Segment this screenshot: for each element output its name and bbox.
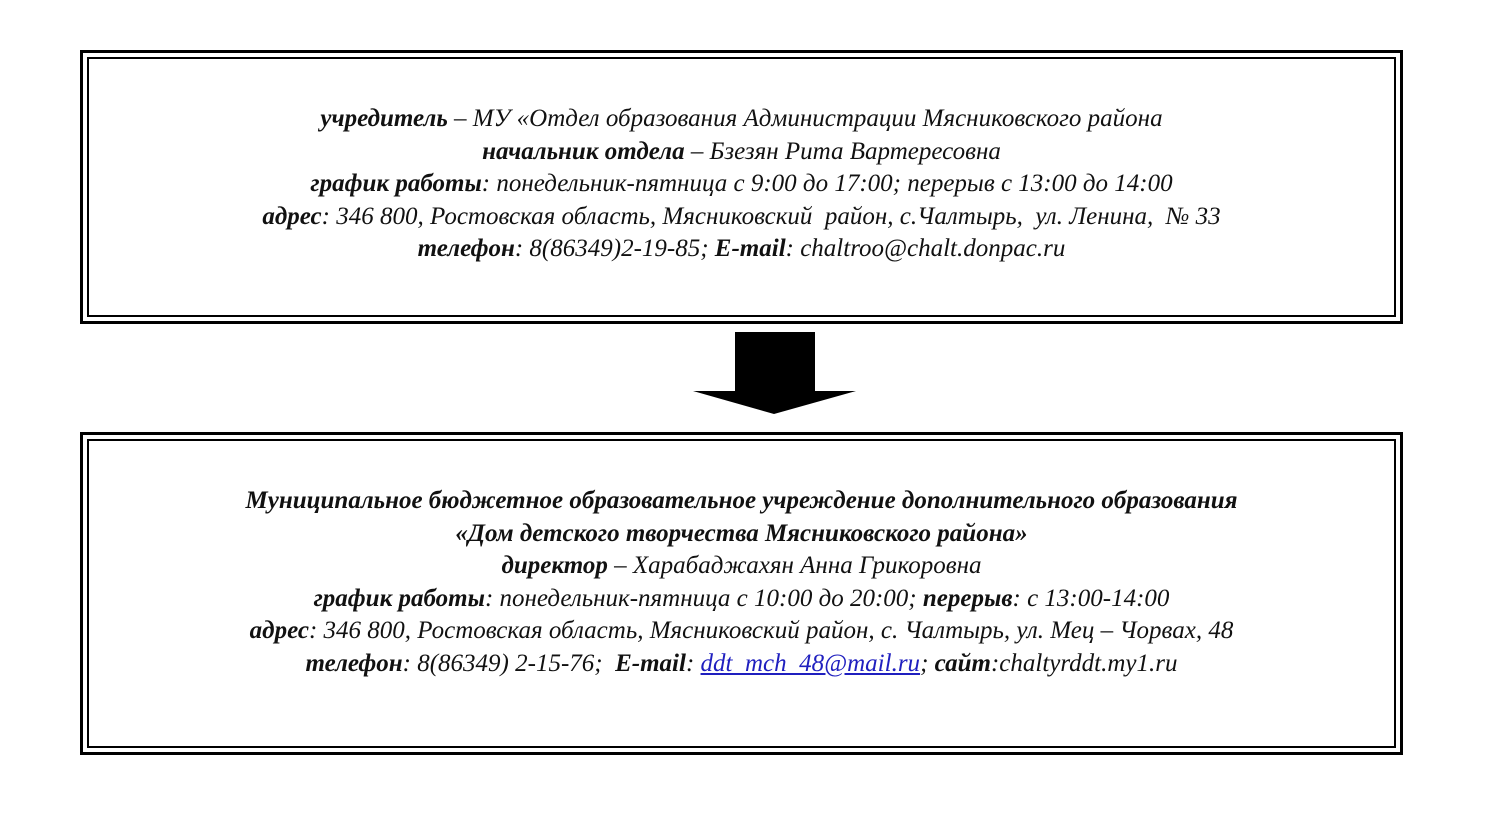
break-label: перерыв <box>922 584 1013 612</box>
founder-info-inner <box>87 57 1396 317</box>
email-label: E-mail <box>615 649 686 677</box>
founder-info-box <box>80 50 1403 324</box>
head-value: – Бзезян Рита Вартересовна <box>684 137 1001 165</box>
address-label: адрес <box>262 202 322 230</box>
site-label: сайт <box>934 649 991 677</box>
email-separator: : <box>685 649 701 677</box>
schedule-line <box>314 583 1170 616</box>
phone-value: : 8(86349)2-19-85; <box>514 235 715 262</box>
head-label: начальник отдела <box>482 137 685 165</box>
schedule-value: : понедельник-пятница с 9:00 до 17:00; перерыв с 13:00 до 14:00 <box>481 170 1173 197</box>
head-line <box>482 136 1001 169</box>
founder-line <box>320 103 1162 136</box>
founder-value: – МУ «Отдел образования Администрации Мясниковского района <box>447 105 1163 132</box>
address-value: : 346 800, Ростовская область, Мясниковский район, с.Чалтырь, ул. Ленина, № 33 <box>321 202 1221 230</box>
institution-info-inner <box>87 439 1396 748</box>
email-value: : chaltroo@chalt.donpac.ru <box>785 235 1066 262</box>
phone-label: телефон <box>417 235 515 262</box>
address-value: : 346 800, Ростовская область, Мясниковский район, с. Чалтырь, ул. Мец – Чорвах, 48 <box>308 617 1234 644</box>
director-line <box>501 550 981 583</box>
schedule-value: : понедельник-пятница с 10:00 до 20:00; <box>484 584 923 612</box>
site-value: :chaltyrddt.my1.ru <box>990 649 1178 677</box>
schedule-line <box>310 168 1172 201</box>
institution-name: «Дом детского творчества Мясниковского района» <box>455 519 1028 547</box>
phone-label: телефон <box>305 649 403 677</box>
address-line <box>250 615 1234 648</box>
address-line <box>262 201 1220 234</box>
schedule-label: график работы <box>313 584 485 612</box>
institution-info-box <box>80 432 1403 755</box>
contacts-line <box>418 233 1066 266</box>
address-label: адрес <box>249 617 309 644</box>
director-label: директор <box>501 552 608 579</box>
down-arrow-icon <box>693 332 856 414</box>
institution-type: Муниципальное бюджетное образовательное учреждение дополнительного образования <box>245 487 1238 514</box>
email-link[interactable]: ddt_mch_48@mail.ru <box>700 649 921 677</box>
contacts-line <box>305 648 1177 681</box>
director-value: – Харабаджахян Анна Грикоровна <box>607 552 982 579</box>
schedule-label: график работы <box>310 170 482 197</box>
break-value: : с 13:00-14:00 <box>1012 584 1170 612</box>
site-separator: ; <box>920 649 935 677</box>
phone-value: : 8(86349) 2-15-76; <box>402 649 616 677</box>
email-label: E-mail <box>714 235 786 262</box>
founder-label: учредитель <box>320 105 448 132</box>
